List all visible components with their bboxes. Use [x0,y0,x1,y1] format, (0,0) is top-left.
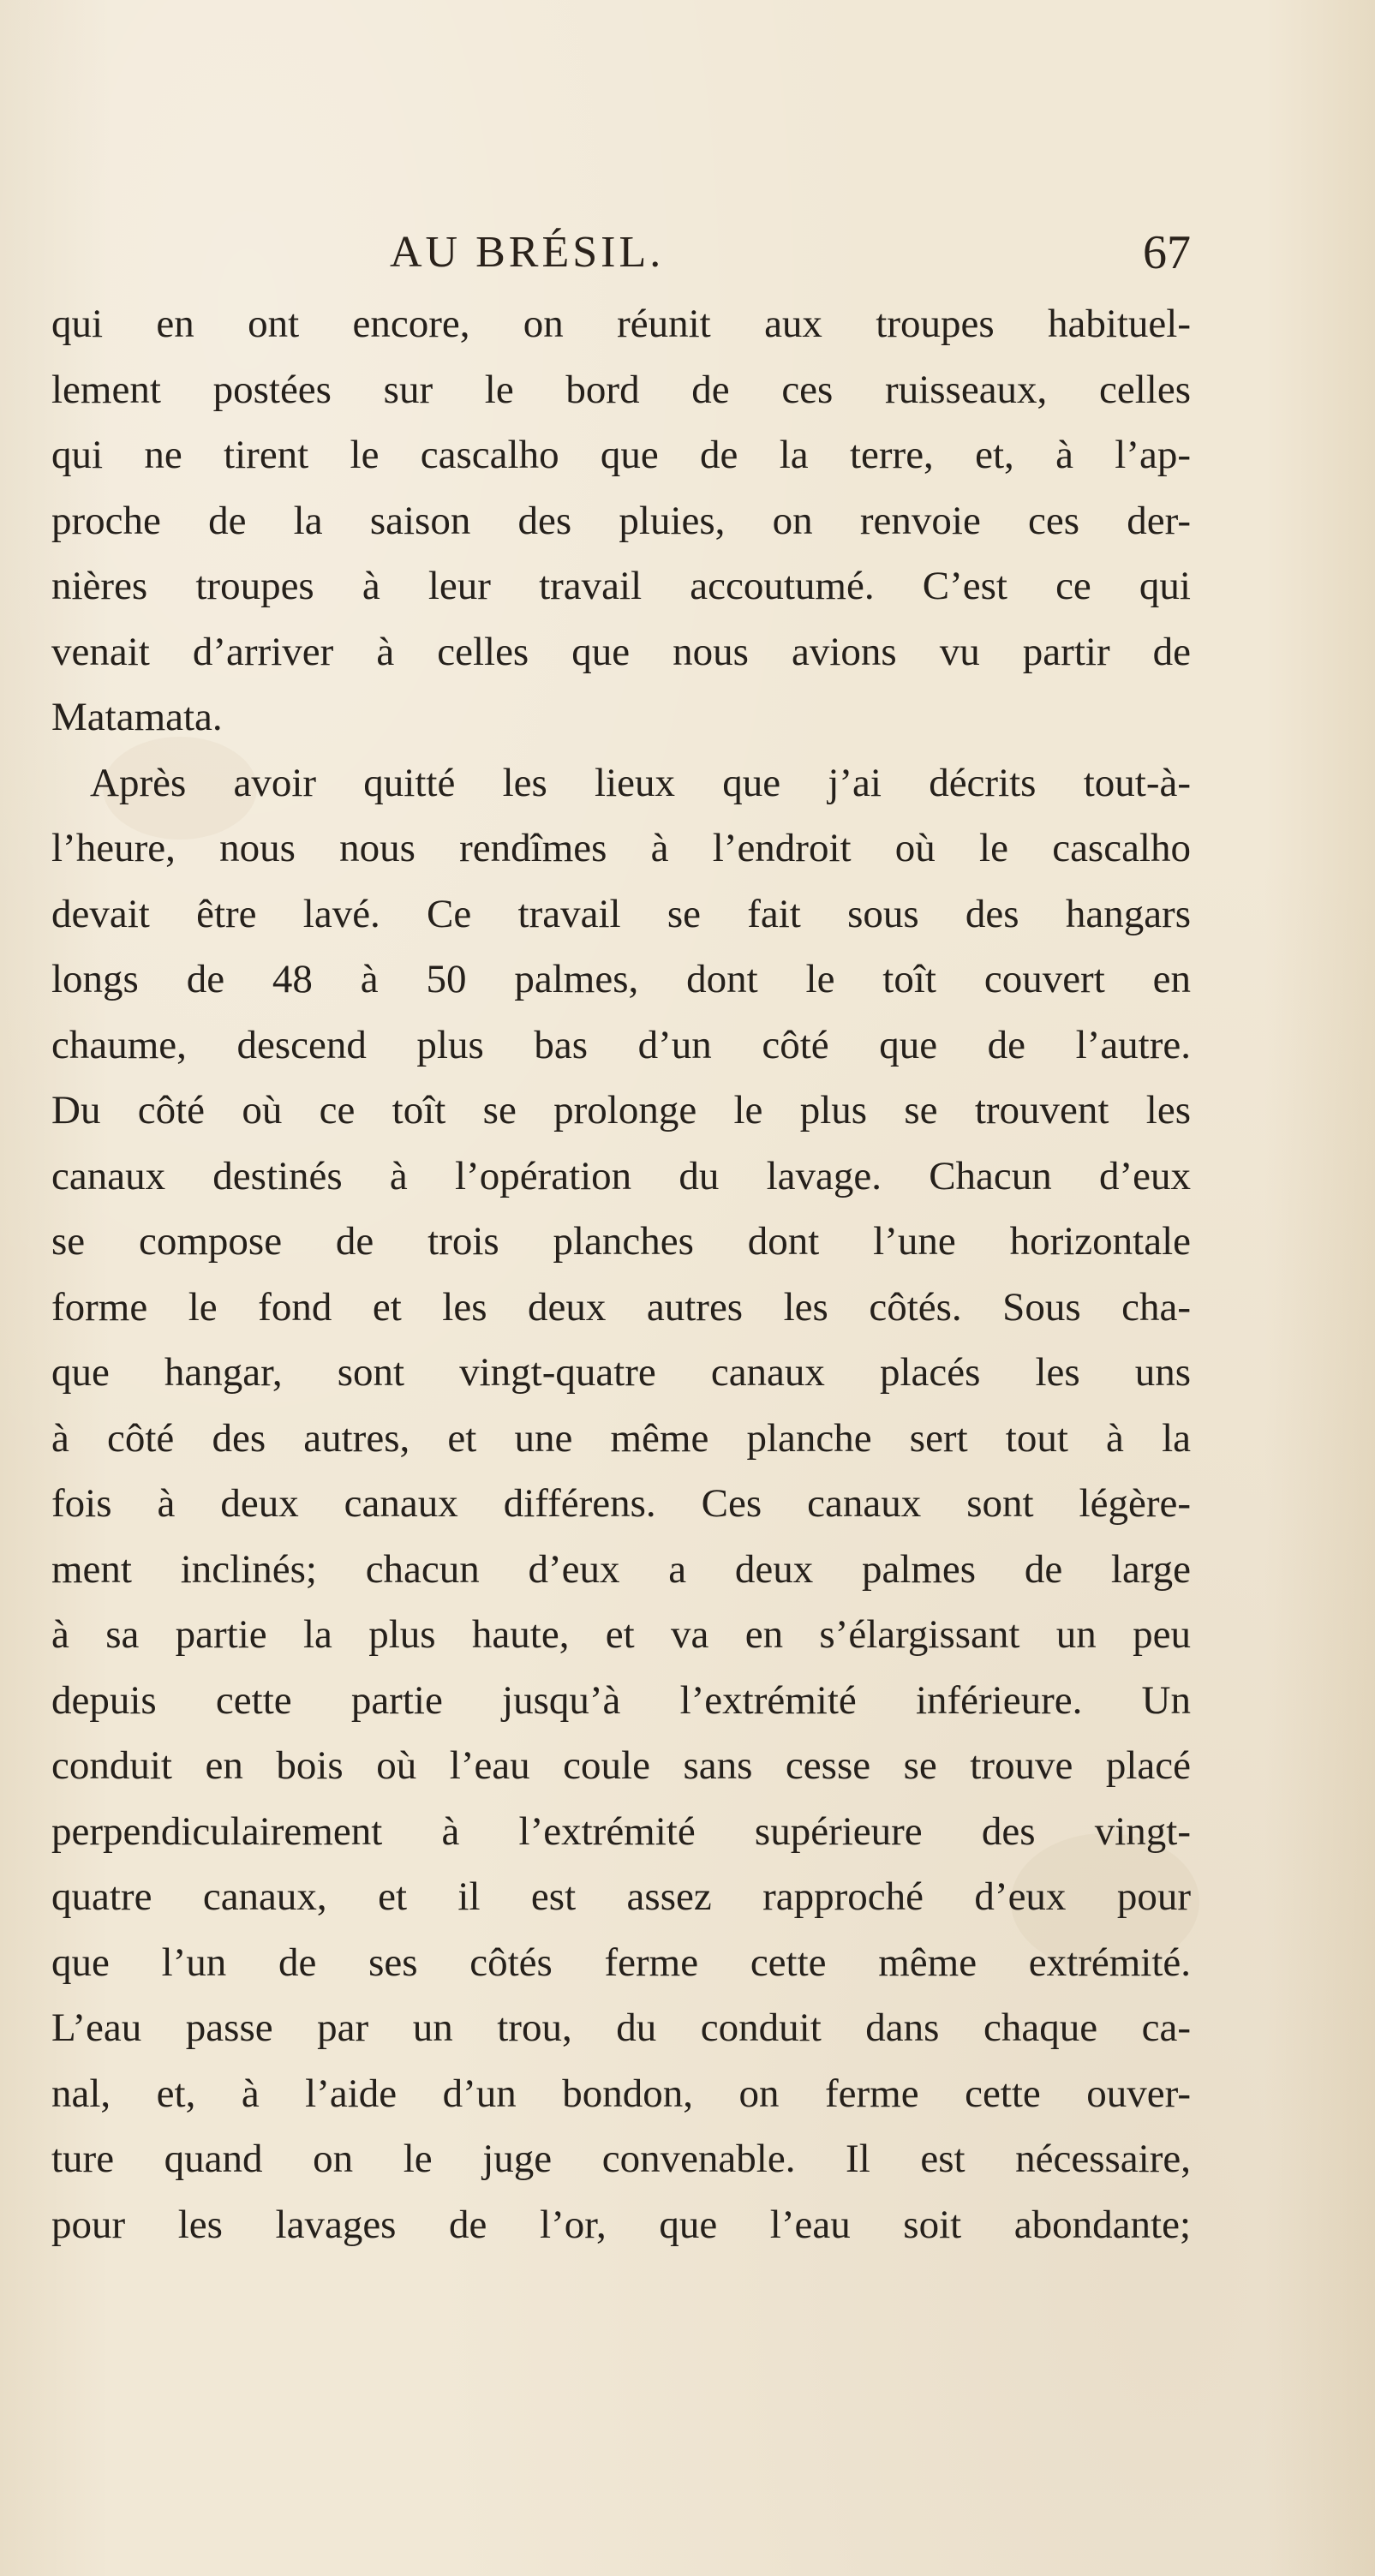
text-line: que hangar, sont vingt-quatre canaux placés les uns [51,1350,1191,1395]
page-header [51,218,1191,287]
text-line: qui ne tirent le cascalho que de la terre, et, à l’ap- [51,433,1191,477]
text-line: que l’un de ses côtés ferme cette même extrémité. [51,1939,1191,1985]
text-line: Matamata. [51,695,223,739]
running-title: AU BRÉSIL. [390,228,665,277]
text-line: qui en ont encore, on réunit aux troupes habituel- [51,302,1191,346]
text-line: forme le fond et les deux autres les côtés. Sous cha- [51,1284,1191,1330]
text-line: fois à deux canaux différens. Ces canaux sont légère- [51,1481,1191,1526]
text-line: proche de la saison des pluies, on renvoie ces der- [51,498,1191,543]
text-line: ment inclinés; chacun d’eux a deux palmes de large [51,1546,1191,1592]
text-line: se compose de trois planches dont l’une horizontale [51,1219,1191,1264]
text-line: canaux destinés à l’opération du lavage. Chacun d’eux [51,1153,1191,1198]
text-line: pour les lavages de l’or, que l’eau soit abondante; [51,2202,1191,2247]
text-line: chaume, descend plus bas d’un côté que de l’autre. [51,1022,1191,1067]
text-line: quatre canaux, et il est assez rapproché d’eux pour [51,1874,1191,1919]
text-line: à côté des autres, et une même planche sert tout à la [51,1415,1191,1461]
text-line: depuis cette partie jusqu’à l’extrémité inférieure. Un [51,1677,1191,1723]
text-line: nières troupes à leur travail accoutumé. C’est ce qui [51,564,1191,608]
text-line: conduit en bois où l’eau coule sans cesse se trouve placé [51,1743,1191,1788]
text-line: Après avoir quitté les lieux que j’ai décrits tout-à- [90,760,1191,805]
page-number: 67 [1143,226,1191,279]
text-line: L’eau passe par un trou, du conduit dans chaque ca- [51,2005,1191,2050]
text-line: perpendiculairement à l’extrémité supérieure des vingt- [51,1808,1191,1854]
text-line: lement postées sur le bord de ces ruisseaux, celles [51,367,1191,412]
body-text [51,291,1191,2257]
text-line: l’heure, nous nous rendîmes à l’endroit où le cascalho [51,826,1191,870]
text-line: à sa partie la plus haute, et va en s’élargissant un peu [51,1612,1191,1657]
text-line: devait être lavé. Ce travail se fait sous des hangars [51,891,1191,936]
text-line: venait d’arriver à celles que nous avions vu partir de [51,629,1191,674]
text-line: longs de 48 à 50 palmes, dont le toît couvert en [51,957,1191,1001]
text-line: ture quand on le juge convenable. Il est nécessaire, [51,2137,1191,2181]
text-line: nal, et, à l’aide d’un bondon, on ferme cette ouver- [51,2071,1191,2116]
text-line: Du côté où ce toît se prolonge le plus se trouvent les [51,1088,1191,1133]
